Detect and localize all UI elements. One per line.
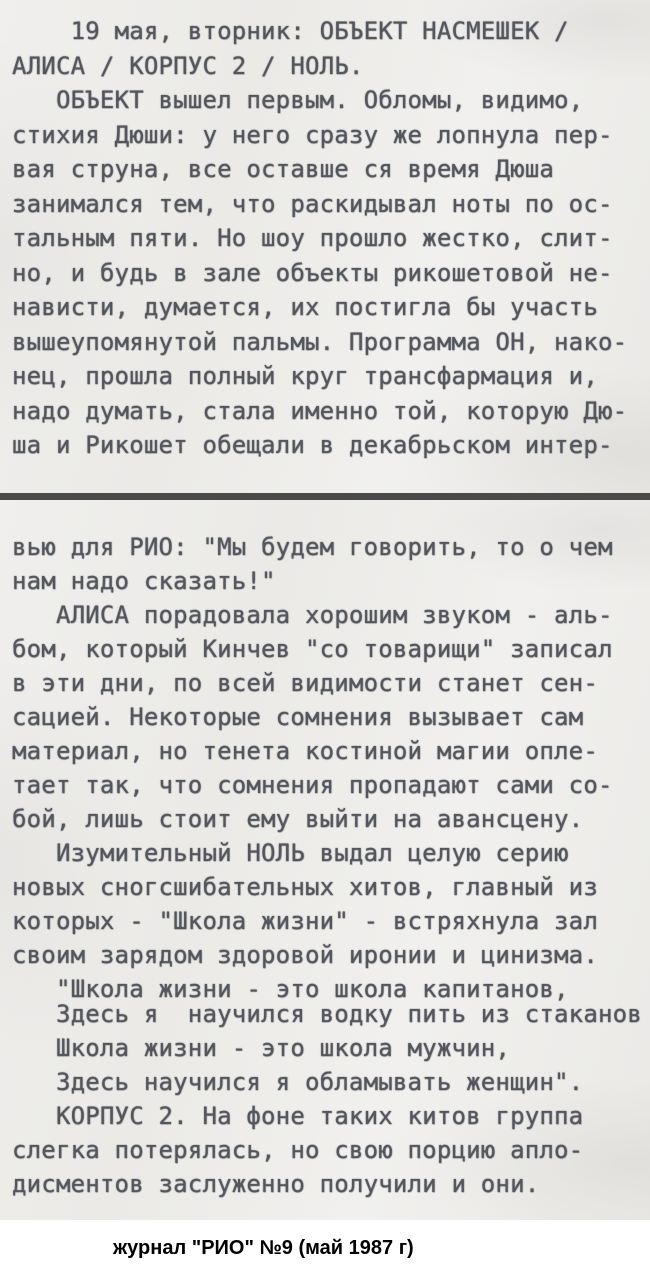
- text-line: в эти дни, по всей видимости станет сен-: [12, 669, 598, 697]
- text-line: "Школа жизни - это школа капитанов,: [12, 975, 569, 1003]
- text-line: ша и Рикошет обещали в декабрьском интер-: [12, 431, 613, 459]
- text-line: дисментов заслуженно получили и они.: [12, 1170, 540, 1198]
- text-line: ОБЪЕКТ вышел первым. Обломы, видимо,: [12, 86, 584, 114]
- text-line: нец, прошла полный круг трансфармация и,: [12, 362, 598, 390]
- scan-fragment-bottom: [0, 500, 650, 1220]
- text-line: слегка потерялась, но свою порцию апло-: [12, 1136, 584, 1164]
- text-line: своим зарядом здоровой иронии и цинизма.: [12, 941, 598, 969]
- text-line: тальным пяти. Но шоу прошло жестко, слит-: [12, 224, 613, 252]
- text-line: бой, лишь стоит ему выйти на авансцену.: [12, 805, 584, 833]
- text-line: АЛИСА / КОРПУС 2 / НОЛЬ.: [12, 51, 364, 80]
- caption-area: [0, 1220, 650, 1286]
- scan-fragment-top: [0, 0, 650, 493]
- text-line: материал, но тенета костиной магии опле-: [12, 737, 598, 765]
- text-line: 19 мая, вторник: ОБЪЕКТ НАСМЕШЕК /: [12, 17, 569, 45]
- text-line: Изумительный НОЛЬ выдал целую серию: [12, 839, 569, 867]
- text-line: тает так, что сомнения пропадают сами со-: [12, 771, 613, 799]
- text-line: вью для РИО: "Мы будем говорить, то о чем: [12, 533, 613, 561]
- text-line: новых сногсшибательных хитов, главный из: [12, 873, 598, 901]
- text-line: вышеупомянутой пальмы. Программа ОН, нако-: [12, 327, 628, 356]
- text-line: АЛИСА порадовала хорошим звуком - аль-: [12, 601, 613, 629]
- text-line: которых - "Школа жизни" - встряхнула зал: [12, 907, 598, 935]
- text-line: бом, который Кинчев "со товарищи" записал: [12, 635, 613, 663]
- text-line: занимался тем, что раскидывал ноты по ос-: [12, 189, 613, 218]
- source-caption: журнал "РИО" №9 (май 1987 г): [113, 1237, 414, 1259]
- text-line: КОРПУС 2. На фоне таких китов группа: [12, 1102, 584, 1130]
- text-line: сацией. Некоторые сомнения вызывает сам: [12, 703, 584, 731]
- text-line: но, и будь в зале объекты рикошетовой не-: [12, 258, 613, 287]
- text-line: Школа жизни - это школа мужчин,: [12, 1034, 511, 1062]
- text-line: нависти, думается, их постигла бы участь: [12, 293, 598, 321]
- text-line: надо думать, стала именно той, которую Дю-: [12, 396, 628, 425]
- text-line: вая струна, все оставше ся время Дюша: [12, 155, 555, 183]
- text-line: Здесь я научился водку пить из стаканов: [12, 1000, 642, 1028]
- text-line: нам надо сказать!": [12, 567, 276, 595]
- fragment-divider: [0, 493, 650, 500]
- text-line: Здесь научился я обламывать женщин".: [12, 1068, 584, 1096]
- text-line: стихия Дюши: у него сразу же лопнула пер-: [12, 120, 613, 149]
